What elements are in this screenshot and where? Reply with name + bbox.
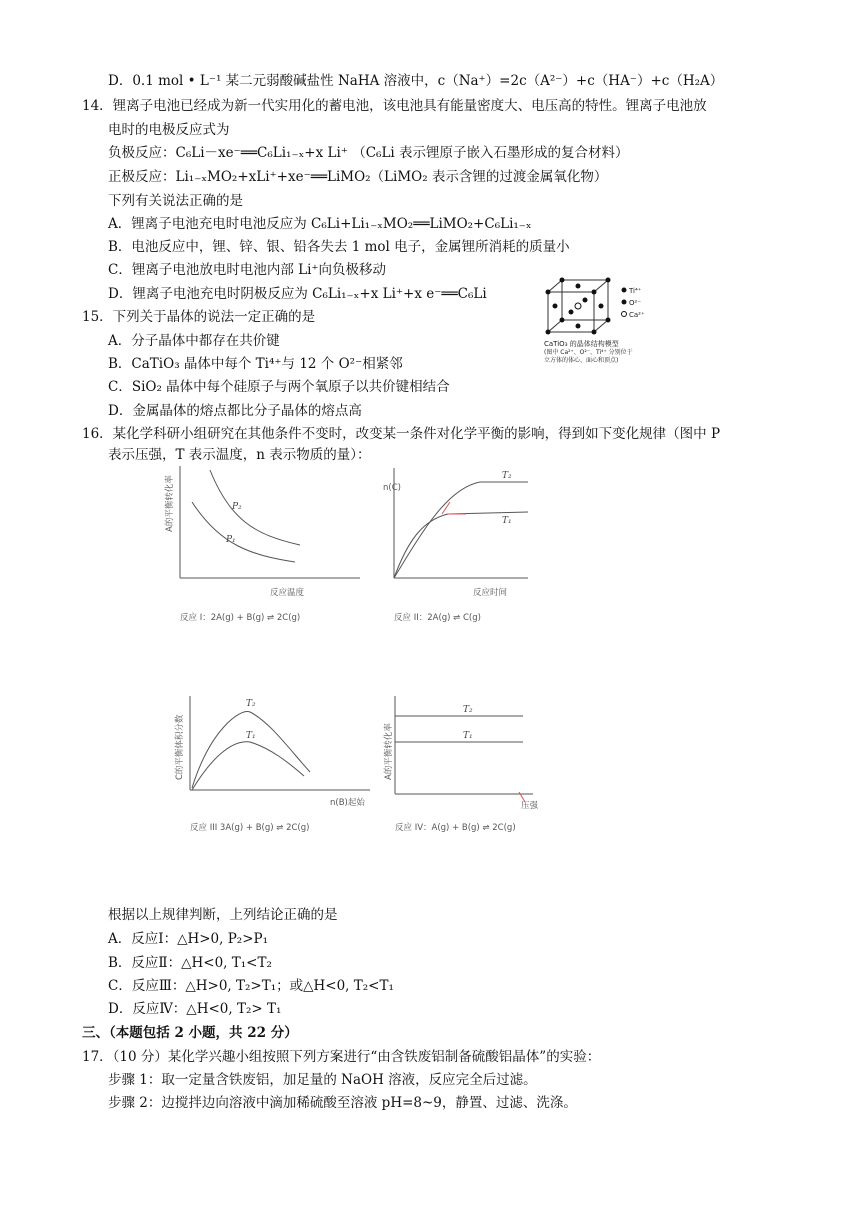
option-b-q14: B．电池反应中，锂、锌、银、铅各失去 1 mol 电子，金属锂所消耗的质量小 bbox=[108, 239, 570, 255]
crystal-caption-2: (图中 Ca²⁺、O²⁻、Ti⁴⁺ 分别位于 bbox=[544, 349, 633, 356]
curve-p2 bbox=[210, 470, 300, 545]
question-14-stem: 14．锂离子电池已经成为新一代实用化的蓄电池，该电池具有能量密度大、电压高的特性。锂离子电池放 bbox=[82, 98, 707, 114]
graph2-ylabel: n(C) bbox=[383, 483, 401, 493]
graph-reaction-2 bbox=[378, 460, 558, 650]
graph4-label-t2: T₂ bbox=[463, 705, 473, 715]
option-c-q15: C．SiO₂ 晶体中每个硅原子与两个氧原子以共价键相结合 bbox=[108, 379, 450, 395]
graph4-ylabel: A的平衡转化率 bbox=[384, 723, 394, 780]
question-17-stem: 17．（10 分）某化学兴趣小组按照下列方案进行“由含铁废铝制备硫酸铝晶体”的实验： bbox=[82, 1049, 601, 1065]
question-14-prompt: 下列有关说法正确的是 bbox=[108, 193, 243, 209]
curve-p1 bbox=[192, 502, 295, 562]
graph3-ylabel: C的平衡体积分数 bbox=[175, 714, 185, 780]
graph3-label-t2: T₂ bbox=[246, 699, 256, 709]
crystal-caption-1: CaTiO₃ 的晶体结构模型 bbox=[544, 340, 619, 348]
question-14-stem-cont: 电时的电极反应式为 bbox=[108, 122, 230, 138]
positive-electrode-reaction: 正极反应：Li₁₋ₓMO₂+xLi⁺+xe⁻══LiMO₂（LiMO₂ 表示含锂的过渡金属氧化物） bbox=[108, 169, 608, 185]
option-d-q15: D．金属晶体的熔点都比分子晶体的熔点高 bbox=[108, 403, 362, 419]
option-b-q15: B．CaTiO₃ 晶体中每个 Ti⁴⁺与 12 个 O²⁻相紧邻 bbox=[108, 356, 403, 372]
negative-electrode-reaction: 负极反应：C₆Li－xe⁻══C₆Li₁₋ₓ+x Li⁺ （C₆Li 表示锂原子嵌入石墨形成的复合材料） bbox=[108, 145, 629, 161]
graph4-xlabel: 压强 bbox=[521, 801, 539, 811]
question-15-stem: 15．下列关于晶体的说法一定正确的是 bbox=[82, 309, 316, 325]
graph1-ylabel: A的平衡转化率 bbox=[165, 475, 175, 532]
graph1-xlabel: 反应温度 bbox=[270, 588, 305, 598]
legend-ti: Ti⁴⁺ bbox=[629, 287, 642, 295]
graph4-label-t1: T₁ bbox=[463, 731, 473, 741]
graph1-label-p2: P₂ bbox=[232, 502, 242, 512]
option-c-q14: C．锂离子电池放电时电池内部 Li⁺向负极移动 bbox=[108, 262, 387, 278]
graph4-caption: 反应 IV：A(g) + B(g) ⇌ 2C(g) bbox=[395, 823, 516, 833]
crystal-structure-figure bbox=[520, 272, 660, 364]
question-16-prompt: 根据以上规律判断，上列结论正确的是 bbox=[108, 907, 338, 923]
option-a-q14: A．锂离子电池充电时电池反应为 C₆Li+Li₁₋ₓMO₂══LiMO₂+C₆Li₁₋ₓ bbox=[108, 216, 532, 232]
graph3-xlabel: n(B)起始 bbox=[330, 798, 365, 808]
option-d-q14: D．锂离子电池充电时阴极反应为 C₆Li₁₋ₓ+x Li⁺+x e⁻══C₆Li bbox=[108, 286, 487, 302]
graph2-label-t1: T₁ bbox=[502, 516, 512, 526]
graph2-label-t2: T₂ bbox=[502, 471, 512, 481]
curve-t2 bbox=[394, 482, 528, 578]
option-d-q16: D．反应Ⅳ：△H<0, T₂> T₁ bbox=[108, 1001, 282, 1017]
option-a-q16: A．反应Ⅰ：△H>0, P₂>P₁ bbox=[108, 931, 269, 947]
graph-reaction-1 bbox=[160, 460, 380, 650]
option-c-q16: C．反应Ⅲ：△H>0, T₂>T₁；或△H<0, T₂<T₁ bbox=[108, 978, 394, 994]
legend-ca: Ca²⁺ bbox=[629, 311, 645, 319]
graph3-label-t1: T₁ bbox=[246, 731, 256, 741]
section-three-heading: 三、（本题包括 2 小题，共 22 分） bbox=[82, 1025, 298, 1041]
crystal-caption-3: 立方体的体心、面心和顶点) bbox=[544, 357, 619, 364]
option-b-q16: B．反应Ⅱ：△H<0, T₁<T₂ bbox=[108, 955, 272, 971]
graph2-caption: 反应 II：2A(g) ⇌ C(g) bbox=[394, 613, 481, 623]
legend-o: O²⁻ bbox=[629, 299, 642, 307]
graph1-label-p1: P₁ bbox=[226, 535, 236, 545]
question-17-step2: 步骤 2：边搅拌边向溶液中滴加稀硫酸至溶液 pH=8~9，静置、过滤、洗涤。 bbox=[108, 1095, 577, 1111]
option-d-q13: D．0.1 mol • L⁻¹ 某二元弱酸碱盐性 NaHA 溶液中，c（Na⁺）=2c（A²⁻）+c（HA⁻）+c（H₂A） bbox=[108, 73, 724, 89]
curve-t2 bbox=[192, 712, 310, 788]
graph3-caption: 反应 III 3A(g) + B(g) ⇌ 2C(g) bbox=[190, 823, 310, 833]
question-16-stem: 16．某化学科研小组研究在其他条件不变时，改变某一条件对化学平衡的影响，得到如下变化规律（图中 P bbox=[82, 426, 721, 442]
graph2-xlabel: 反应时间 bbox=[473, 588, 508, 598]
graph-reaction-3 bbox=[170, 690, 390, 840]
question-16-stem-cont: 表示压强，T 表示温度，n 表示物质的量）： bbox=[108, 447, 371, 463]
option-a-q15: A．分子晶体中都存在共价键 bbox=[108, 333, 280, 349]
graph1-caption: 反应 I：2A(g) + B(g) ⇌ 2C(g) bbox=[180, 613, 301, 623]
question-17-step1: 步骤 1：取一定量含铁废铝，加足量的 NaOH 溶液，反应完全后过滤。 bbox=[108, 1072, 537, 1088]
graph-reaction-4 bbox=[383, 690, 563, 840]
